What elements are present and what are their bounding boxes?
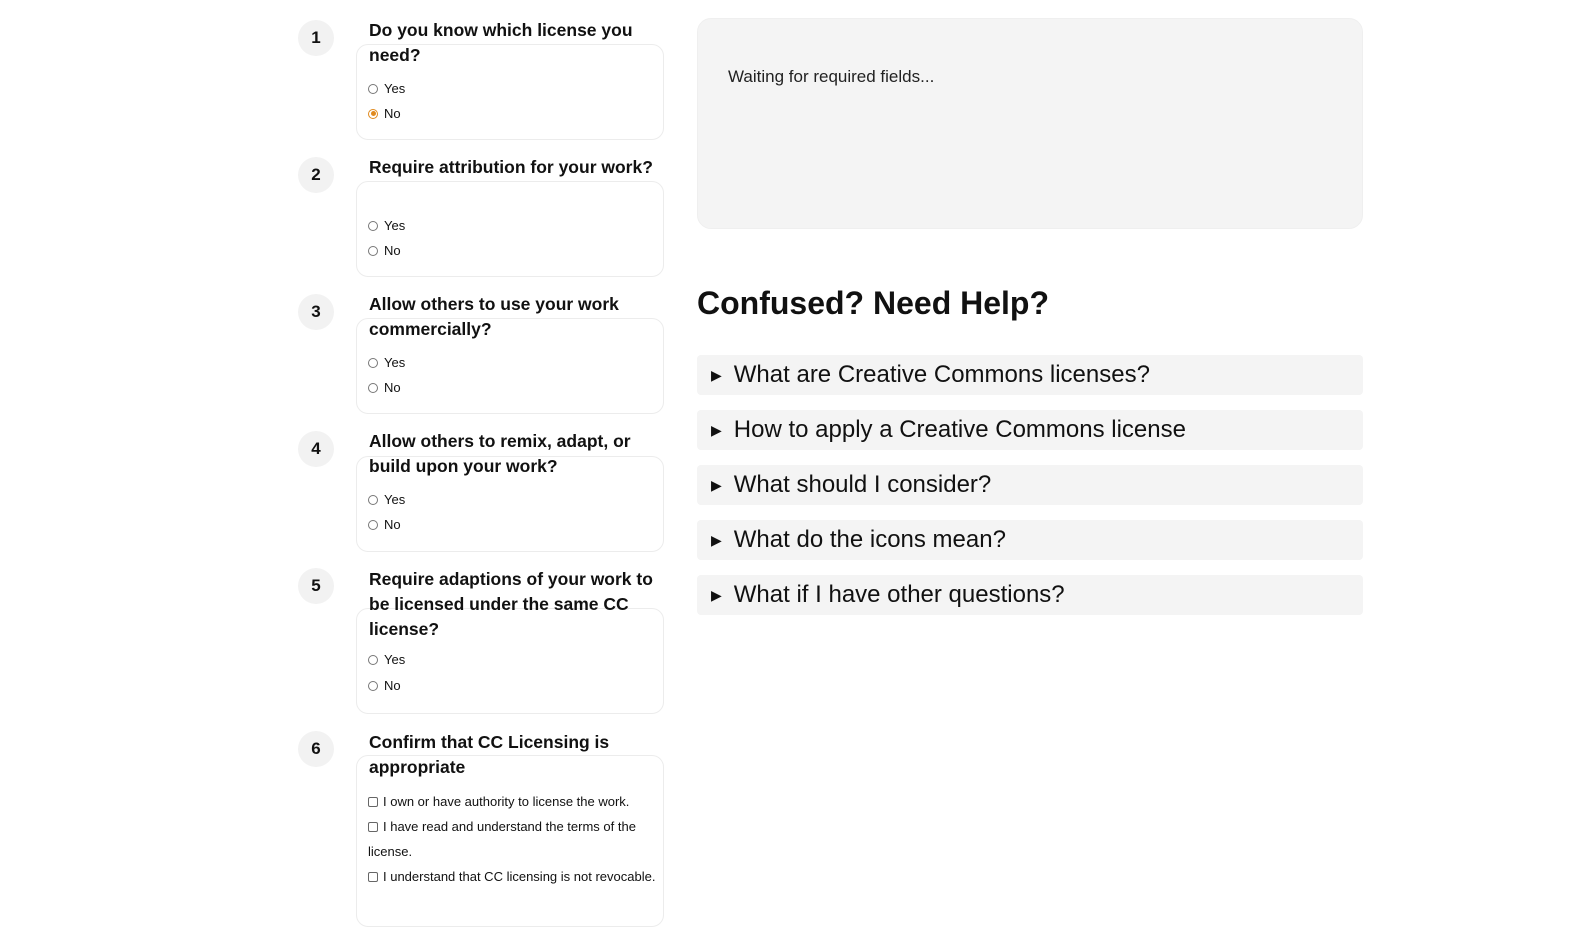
radio-icon[interactable] [368, 246, 378, 256]
radio-icon[interactable] [368, 358, 378, 368]
step-number-1: 1 [298, 20, 334, 56]
radio-checked-icon[interactable] [368, 109, 378, 119]
faq-icons-meaning[interactable]: ▶ What do the icons mean? [697, 520, 1363, 560]
step-3-option-no[interactable]: No [368, 380, 401, 395]
faq-what-to-consider[interactable]: ▶ What should I consider? [697, 465, 1363, 505]
radio-icon[interactable] [368, 221, 378, 231]
step-6-question: Confirm that CC Licensing is appropriate [369, 732, 610, 777]
step-1-question: Do you know which license you need? [369, 20, 633, 65]
step-number-6: 6 [298, 731, 334, 767]
step-number-2: 2 [298, 157, 334, 193]
status-message: Waiting for required fields... [728, 67, 935, 86]
step-number-4: 4 [298, 431, 334, 467]
radio-icon[interactable] [368, 383, 378, 393]
triangle-right-icon: ▶ [711, 366, 722, 383]
triangle-right-icon: ▶ [711, 476, 722, 493]
step-4-question: Allow others to remix, adapt, or build upon your work? [369, 431, 631, 476]
step-number-3: 3 [298, 294, 334, 330]
radio-icon[interactable] [368, 495, 378, 505]
step-5-question: Require adaptions of your work to be licensed under the same CC license? [369, 569, 653, 639]
step-4-option-no[interactable]: No [368, 517, 401, 532]
step-2-question: Require attribution for your work? [369, 157, 653, 177]
triangle-right-icon: ▶ [711, 421, 722, 438]
faq-other-questions[interactable]: ▶ What if I have other questions? [697, 575, 1363, 615]
radio-icon[interactable] [368, 655, 378, 665]
step-1-option-yes[interactable]: Yes [368, 81, 405, 96]
step-2-option-yes[interactable]: Yes [368, 218, 405, 233]
triangle-right-icon: ▶ [711, 531, 722, 548]
checkbox-icon[interactable] [368, 797, 378, 807]
help-heading: Confused? Need Help? [697, 285, 1050, 321]
radio-icon[interactable] [368, 681, 378, 691]
confirm-authority[interactable]: I own or have authority to license the work. [368, 789, 658, 814]
step-5-option-no[interactable]: No [368, 678, 401, 693]
faq-how-to-apply[interactable]: ▶ How to apply a Creative Commons license [697, 410, 1363, 450]
step-5-option-yes[interactable]: Yes [368, 652, 405, 667]
confirm-irrevocable[interactable]: I understand that CC licensing is not revocable. [368, 864, 658, 889]
step-3-question: Allow others to use your work commercially? [369, 294, 619, 339]
checkbox-icon[interactable] [368, 822, 378, 832]
radio-icon[interactable] [368, 520, 378, 530]
step-number-5: 5 [298, 568, 334, 604]
step-2-option-no[interactable]: No [368, 243, 401, 258]
step-3-option-yes[interactable]: Yes [368, 355, 405, 370]
step-1-option-no[interactable]: No [368, 106, 401, 121]
triangle-right-icon: ▶ [711, 586, 722, 603]
faq-what-are-cc-licenses[interactable]: ▶ What are Creative Commons licenses? [697, 355, 1363, 395]
confirm-terms[interactable]: I have read and understand the terms of the license. [368, 819, 636, 859]
step-4-option-yes[interactable]: Yes [368, 492, 405, 507]
checkbox-icon[interactable] [368, 872, 378, 882]
radio-icon[interactable] [368, 84, 378, 94]
license-result-panel [697, 18, 1363, 229]
